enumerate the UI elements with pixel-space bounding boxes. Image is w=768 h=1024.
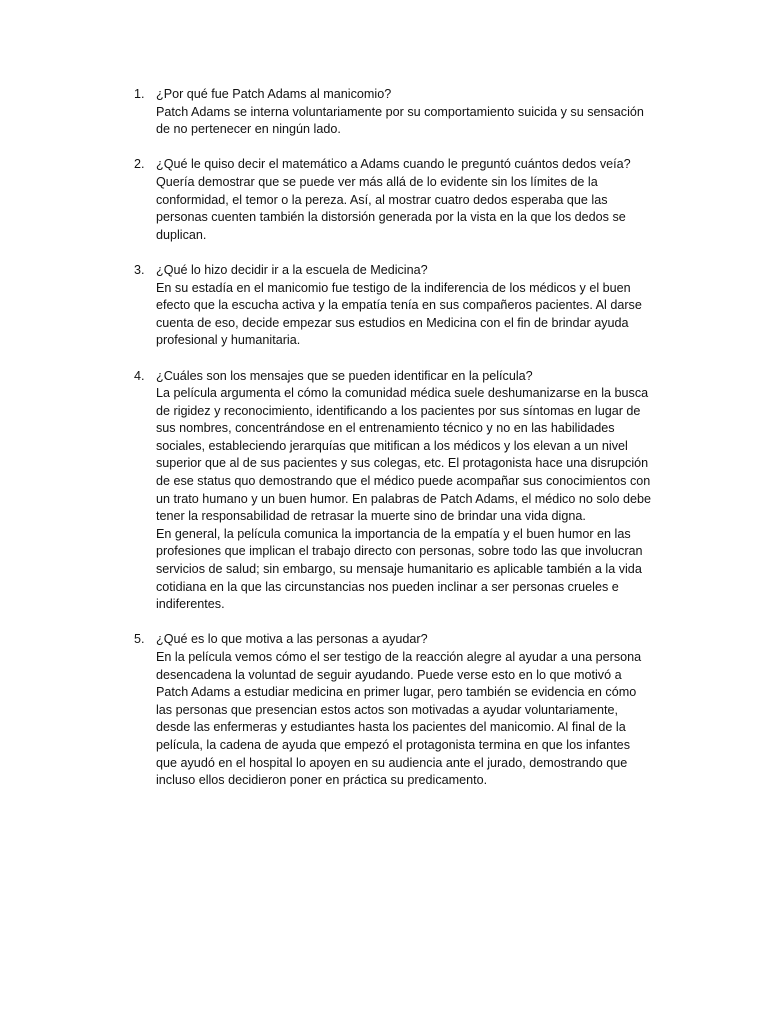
answer-text: Patch Adams se interna voluntariamente por su comportamiento suicida y su sensación de no pertenecer en ningún lado. [156,104,644,137]
question-item-1 [134,86,654,139]
item-number: 2. [134,157,145,172]
answer-text: La película argumenta el cómo la comunidad médica suele deshumanizarse en la busca de rigidez y reconocimiento, identificando a los pacientes por sus síntomas en lugar de sus nombres, concentrándose en el entrenamiento técnico y no en las habilidades sociales, estableciendo jerarquías que mitifican a los médicos y los elevan a un nivel superior que al de sus pacientes y sus colegas, etc. El protagonista hace una disrupción de ese status quo demostrando que el médico puede acompañar sus conocimientos con un trato humano y un buen humor. En palabras de Patch Adams, el médico no solo debe tener la responsabilidad de retrasar la muerte sino de brindar una vida digna. En general, la película comunica la importancia de la empatía y el buen humor en las profesiones que implican el trabajo directo con personas, sobre todo las que involucran servicios de salud; sin embargo, su mensaje humanitario es aplicable también a la vida cotidiana en la que las circunstancias nos pueden inclinar a ser personas crueles e indiferentes. [156,386,651,612]
item-number: 3. [134,262,145,277]
question-text: ¿Por qué fue Patch Adams al manicomio? [156,87,392,101]
question-item-5 [134,631,654,789]
question-item-2 [134,156,654,244]
answer-text: En su estadía en el manicomio fue testigo de la indiferencia de los médicos y el buen efecto que la escucha activa y la empatía tenía en sus compañeros pacientes. Al darse cuenta de eso, decide empezar sus estudios en Medicina con el fin de brindar ayuda profesional y humanitaria. [156,280,642,348]
question-text: ¿Qué es lo que motiva a las personas a ayudar? [156,632,428,647]
answer-text: Quería demostrar que se puede ver más allá de lo evidente sin los límites de la conformidad, el temor o la pereza. Así, al mostrar cuatro dedos esperaba que las personas cuenten también la distorsión generada por la vista en la que los dedos se duplican. [156,174,626,242]
question-item-4 [134,368,654,614]
question-item-3 [134,262,654,350]
question-text: ¿Cuáles son los mensajes que se pueden identificar en la película? [156,368,533,383]
answer-text: En la película vemos cómo el ser testigo de la reacción alegre al ayudar a una persona desencadena la voluntad de seguir ayudando. Puede verse esto en lo que motivó a Patch Adams a estudiar medicina en primer lugar, pero también se evidencia en cómo las personas que presencian estos actos son motivadas a ayudar voluntariamente, desde las enfermeras y estudiantes hasta los pacientes del manicomio. Al final de la película, la cadena de ayuda que empezó el protagonista termina en que los infantes que ayudó en el hospital lo apoyen en su audiencia ante el jurado, demostrando que incluso ellos decidieron poner en práctica su predicamento. [156,650,642,788]
question-text: ¿Qué le quiso decir el matemático a Adams cuando le preguntó cuántos dedos veía? [156,157,631,172]
question-text: ¿Qué lo hizo decidir ir a la escuela de Medicina? [156,262,428,277]
item-number: 5. [134,632,145,647]
item-number: 4. [134,368,145,383]
item-number: 1. [134,87,145,101]
question-list [134,86,654,807]
